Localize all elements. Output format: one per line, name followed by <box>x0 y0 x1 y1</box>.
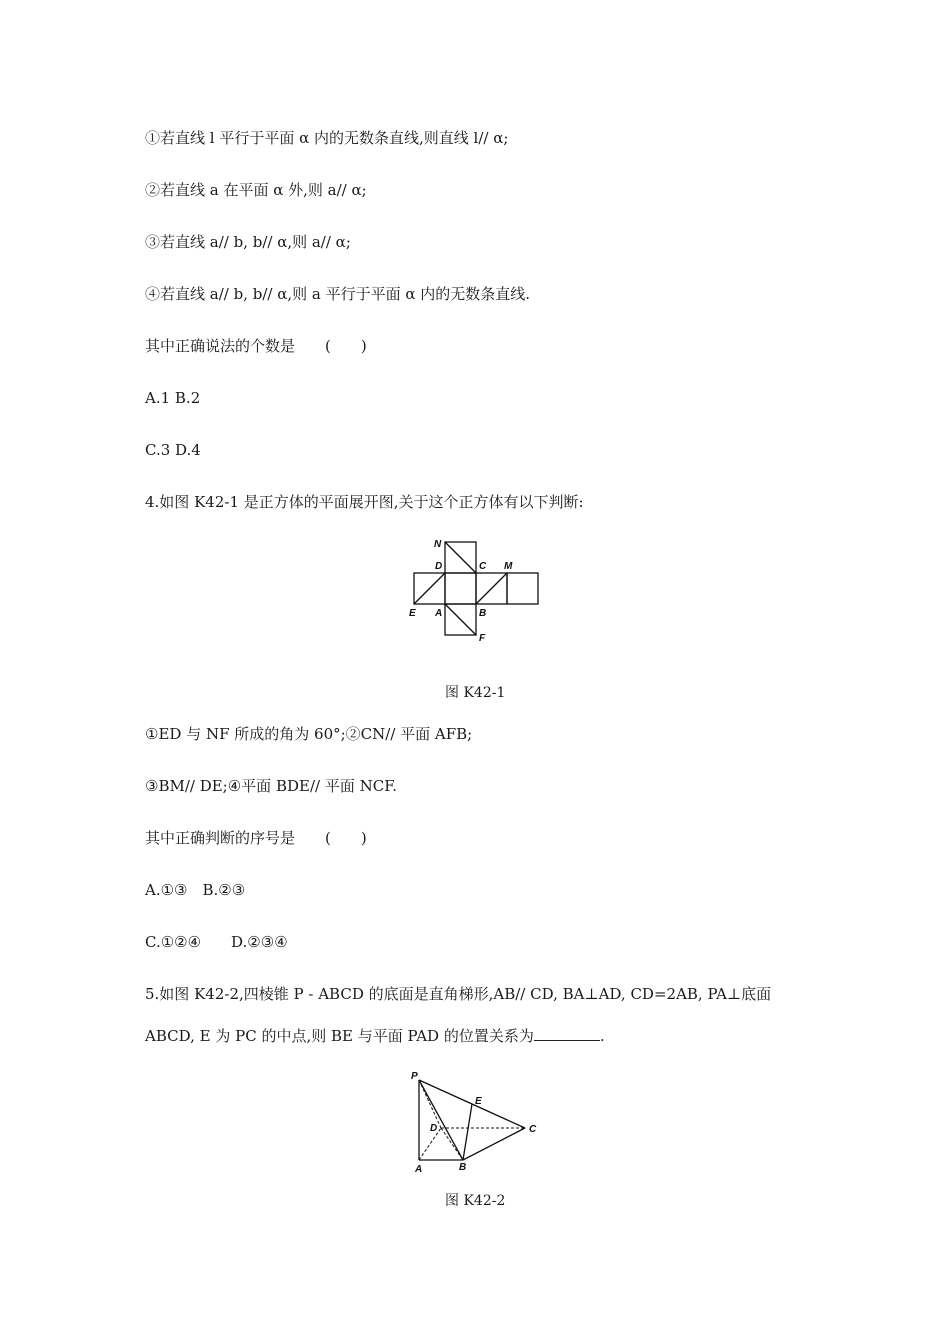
figure-k42-2-caption: 图 K42-2 <box>445 1193 506 1209</box>
q3-statement-3: ③若直线 a// b, b// α,则 a// α; <box>145 233 351 251</box>
segment-BE <box>463 1104 472 1160</box>
answer-blank[interactable] <box>534 1026 600 1041</box>
label-P: P <box>411 1071 418 1082</box>
label-E: E <box>475 1096 482 1107</box>
q3-question: 其中正确说法的个数是 ( ) <box>145 337 367 355</box>
q4-stem: 4.如图 K42-1 是正方体的平面展开图,关于这个正方体有以下判断: <box>145 493 584 511</box>
hidden-edge-PD <box>419 1080 441 1128</box>
label-E: E <box>409 608 416 619</box>
q5-stem-text: ABCD, E 为 PC 的中点,则 BE 与平面 PAD 的位置关系为 <box>145 1027 534 1045</box>
q3-statement-2: ②若直线 a 在平面 α 外,则 a// α; <box>145 181 367 199</box>
q5-stem-line1: 5.如图 K42-2,四棱锥 P - ABCD 的底面是直角梯形,AB// CD, BA⊥AD, CD=2AB, PA⊥底面 <box>145 985 772 1003</box>
net-diagonal-left <box>414 573 445 604</box>
cube-net-figure <box>400 532 550 647</box>
label-D: D <box>430 1123 438 1134</box>
q4-judgement-2: ③BM// DE;④平面 BDE// 平面 NCF. <box>145 777 398 795</box>
q3-options-cd: C.3 D.4 <box>145 441 201 459</box>
q3-statement-1: ①若直线 l 平行于平面 α 内的无数条直线,则直线 l// α; <box>145 129 509 147</box>
edge-BC <box>463 1128 525 1160</box>
q4-options-ab: A.①③ B.②③ <box>145 881 246 899</box>
net-square-2 <box>445 573 476 604</box>
label-D: D <box>435 561 443 572</box>
label-M: M <box>504 561 513 572</box>
net-square-4 <box>507 573 538 604</box>
net-diagonal-bottom <box>445 604 476 635</box>
label-C: C <box>529 1124 537 1135</box>
label-N: N <box>434 539 442 550</box>
q4-question: 其中正确判断的序号是 ( ) <box>145 829 367 847</box>
label-A: A <box>435 608 443 619</box>
q5-stem-line2 <box>145 1026 605 1046</box>
edge-PB <box>419 1080 463 1160</box>
label-F: F <box>479 633 486 644</box>
label-B: B <box>479 608 487 619</box>
net-diagonal-right <box>476 573 507 604</box>
label-A: A <box>415 1164 423 1175</box>
q5-stem-end: . <box>599 1027 605 1045</box>
label-C: C <box>479 561 487 572</box>
label-B: B <box>459 1162 467 1173</box>
q4-options-cd: C.①②④ D.②③④ <box>145 933 288 951</box>
q3-statement-4: ④若直线 a// b, b// α,则 a 平行于平面 α 内的无数条直线. <box>145 285 531 303</box>
figure-k42-1-caption: 图 K42-1 <box>445 685 506 701</box>
net-diagonal-top <box>445 542 476 573</box>
q4-judgement-1: ①ED 与 NF 所成的角为 60°;②CN// 平面 AFB; <box>145 725 473 743</box>
pyramid-figure <box>405 1066 545 1176</box>
q3-options-ab: A.1 B.2 <box>145 389 201 407</box>
